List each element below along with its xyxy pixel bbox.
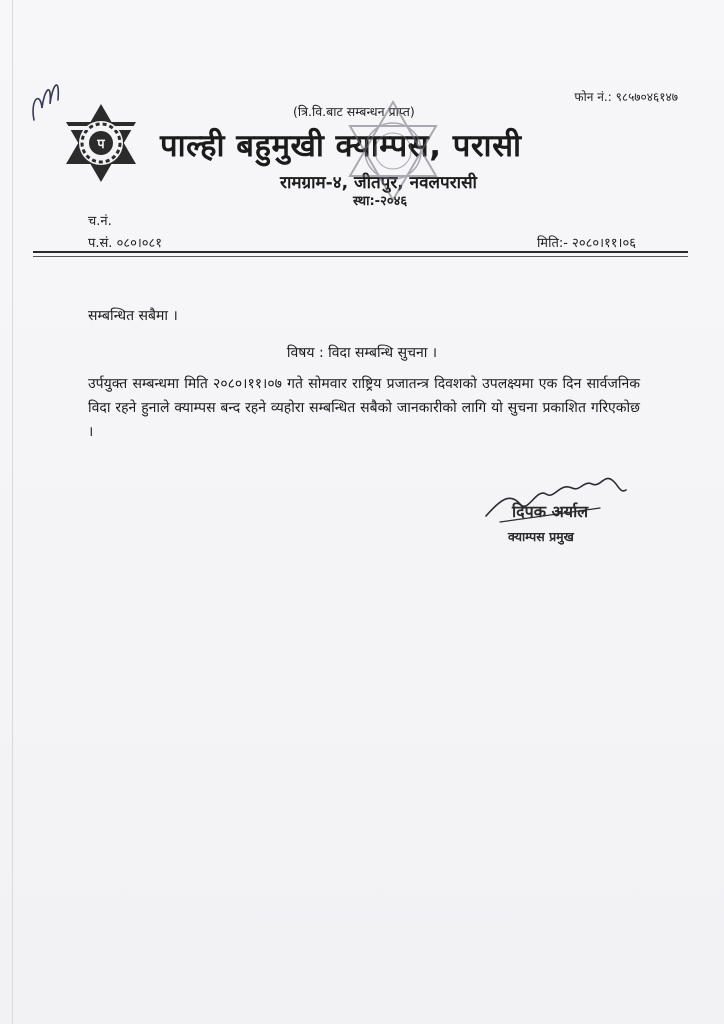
subject-line: विषय : विदा सम्बन्धि सुचना । (286, 345, 438, 361)
college-address: रामग्राम-४, जीतपुर, नवलपरासी (280, 173, 477, 193)
svg-text:प: प (97, 137, 105, 152)
header-rule (33, 251, 688, 253)
official-stamp-icon (338, 96, 448, 206)
accreditation-line: (त्रि.वि.बाट सम्बन्धन प्राप्त) (293, 104, 415, 119)
college-name: पाल्ही बहुमुखी क्याम्पस, परासी (160, 128, 522, 164)
campus-logo-icon (58, 100, 144, 186)
signer-name: दिपक अर्याल (512, 502, 589, 521)
chalani-number: च.नं. (88, 214, 112, 229)
salutation: सम्बन्धित सबैमा । (88, 308, 178, 324)
letter-date: मिति:- २०८०।११।०६ (536, 236, 636, 251)
notice-body: उर्पयुक्त सम्बन्धमा मिति २०८०।११।०७ गते सोमवार राष्ट्रिय प्रजातन्त्र दिवशको उपलक्ष्यमा एक दिन सार्वजनिक विदा रहने हुनाले क्याम्पस बन्द रहने व्यहोरा सम्बन्धित सबैको जानकारीको लागि यो सुचना प्रकाशित गरिएकोछ । (88, 376, 640, 440)
scan-edge (12, 0, 13, 1024)
phone-number: फोन नं.: ९८५७०४६१४७ (574, 90, 678, 104)
fiscal-year: प.सं. ०८०।०८१ (88, 236, 163, 251)
signer-title: क्याम्पस प्रमुख (508, 529, 574, 544)
established-year: स्था:-२०४६ (353, 194, 408, 209)
header-rule-secondary (33, 256, 688, 257)
